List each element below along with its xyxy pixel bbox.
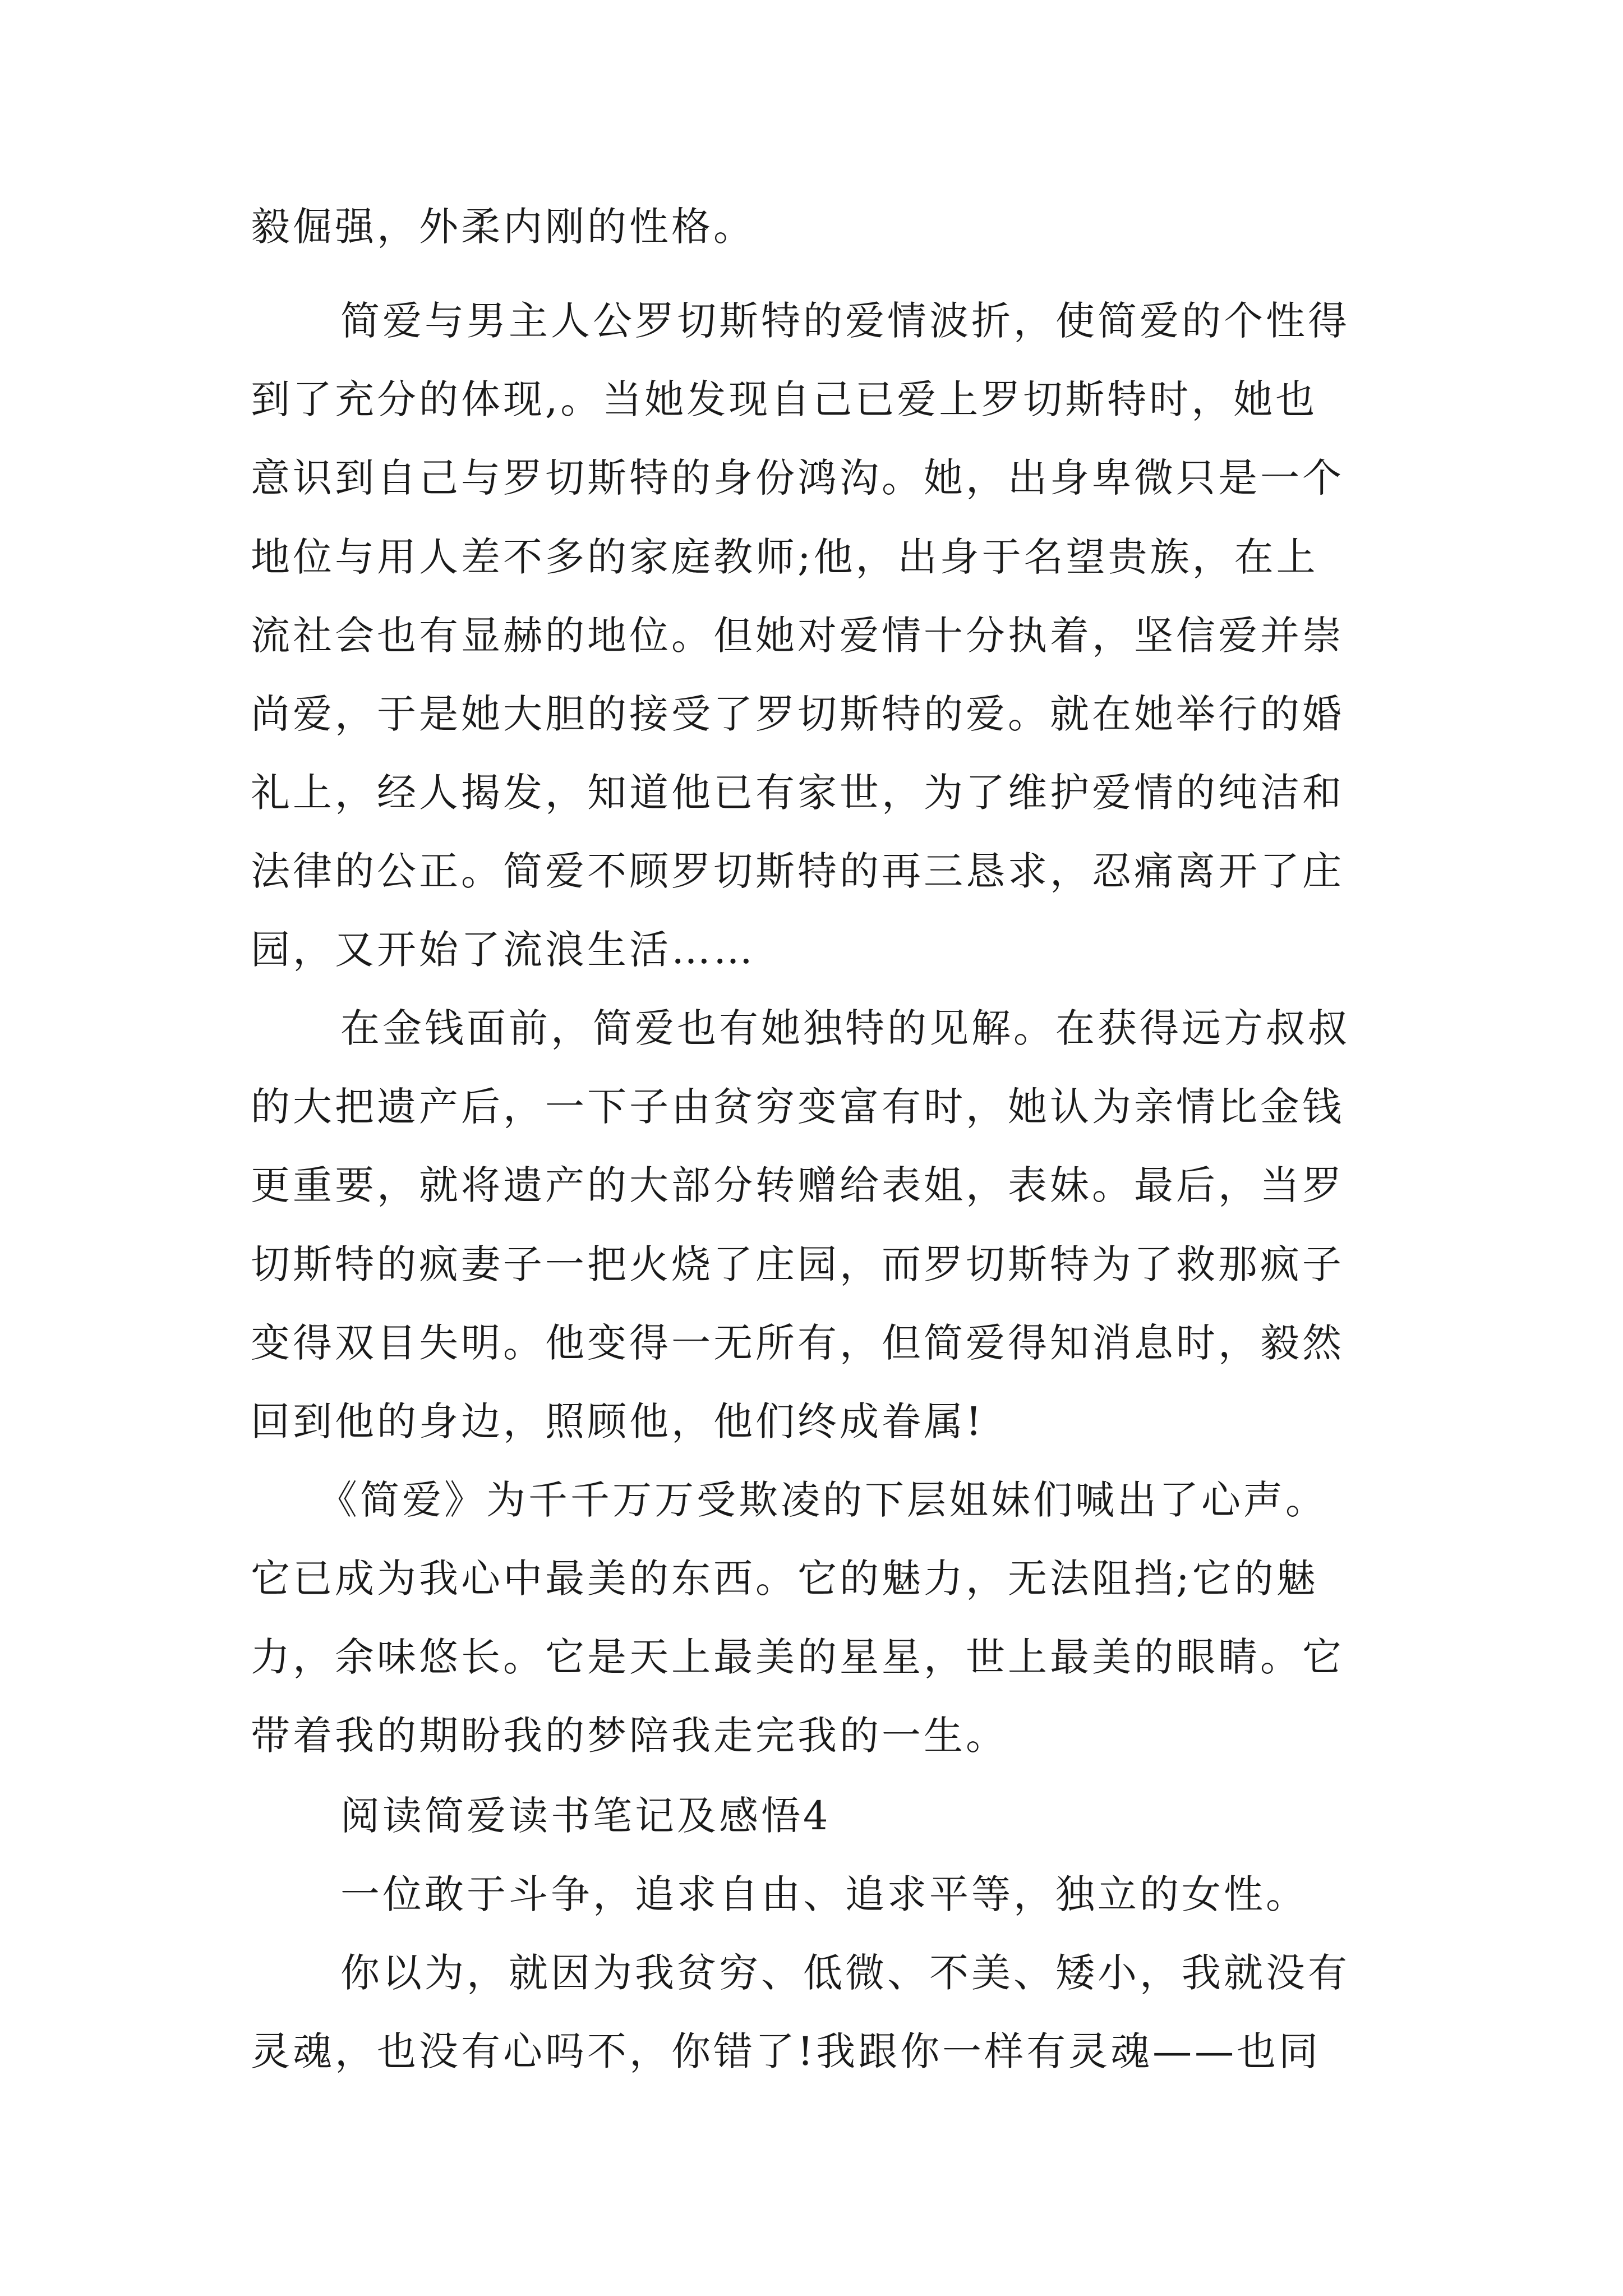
text-line: 意识到自己与罗切斯特的身份鸿沟。她，出身卑微只是一个 — [251, 455, 1344, 501]
text-line: 园，又开始了流浪生活…… — [251, 927, 755, 973]
text-line: 变得双目失明。他变得一无所有，但简爱得知消息时，毅然 — [251, 1320, 1344, 1366]
text-line: 更重要，就将遗产的大部分转赠给表姐，表妹。最后，当罗 — [251, 1162, 1344, 1208]
text-line: 尚爱，于是她大胆的接受了罗切斯特的爱。就在她举行的婚 — [251, 691, 1344, 737]
text-line: 地位与用人差不多的家庭教师;他，出身于名望贵族，在上 — [251, 534, 1318, 580]
text-line: 简爱与男主人公罗切斯特的爱情波折，使简爱的个性得 — [340, 298, 1350, 344]
text-line: 带着我的期盼我的梦陪我走完我的一生。 — [251, 1713, 1008, 1759]
text-line: 毅倔强，外柔内刚的性格。 — [251, 204, 755, 250]
section-heading: 阅读简爱读书笔记及感悟4 — [340, 1793, 831, 1839]
text-line: 回到他的身边，照顾他，他们终成眷属! — [251, 1398, 985, 1444]
text-line: 灵魂，也没有心吗不，你错了!我跟你一样有灵魂——也同 — [251, 2028, 1321, 2074]
text-line: 法律的公正。简爱不顾罗切斯特的再三恳求，忍痛离开了庄 — [251, 848, 1344, 894]
text-line: 在金钱面前，简爱也有她独特的见解。在获得远方叔叔 — [340, 1005, 1350, 1051]
text-line: 的大把遗产后，一下子由贫穷变富有时，她认为亲情比金钱 — [251, 1084, 1344, 1130]
text-line: 流社会也有显赫的地位。但她对爱情十分执着，坚信爱并崇 — [251, 613, 1344, 659]
text-line: 礼上，经人揭发，知道他已有家世，为了维护爱情的纯洁和 — [251, 770, 1344, 816]
text-line: 一位敢于斗争，追求自由、追求平等，独立的女性。 — [340, 1871, 1308, 1917]
text-line: 它已成为我心中最美的东西。它的魅力，无法阻挡;它的魅 — [251, 1556, 1318, 1602]
text-line: 你以为，就因为我贫穷、低微、不美、矮小，我就没有 — [340, 1950, 1350, 1996]
text-line: 到了充分的体现,。当她发现自己已爱上罗切斯特时，她也 — [251, 376, 1318, 422]
text-line: 切斯特的疯妻子一把火烧了庄园，而罗切斯特为了救那疯子 — [251, 1241, 1344, 1287]
text-line: 力，余味悠长。它是天上最美的星星，世上最美的眼睛。它 — [251, 1634, 1344, 1680]
text-line: 《简爱》为千千万万受欺凌的下层姐妹们喊出了心声。 — [318, 1477, 1327, 1523]
